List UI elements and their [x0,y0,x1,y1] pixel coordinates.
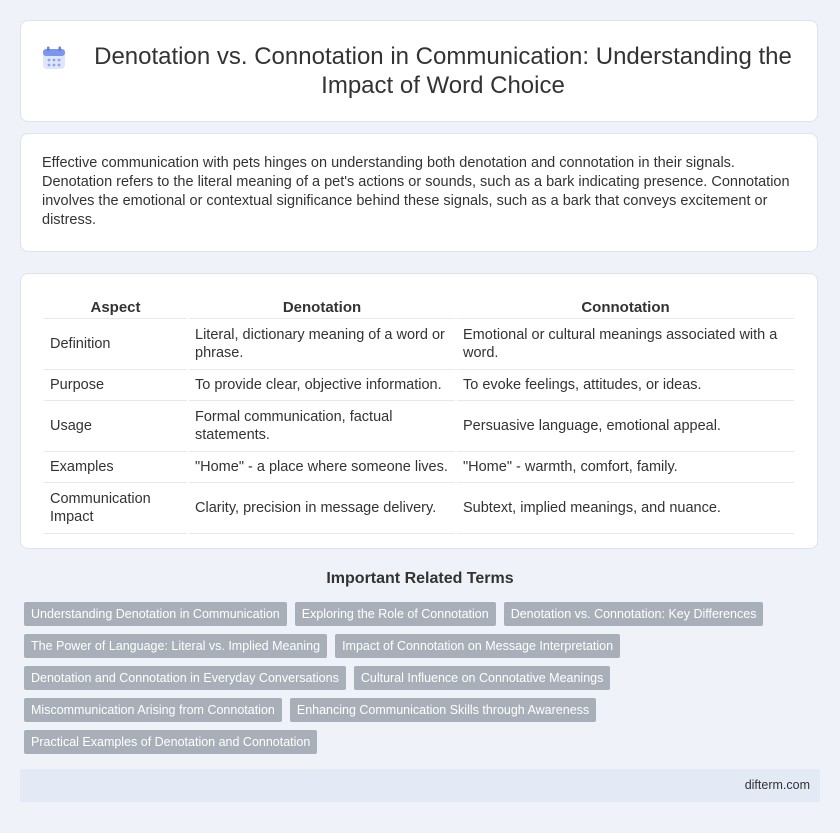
comparison-table [42,294,796,534]
cell-aspect: Communication Impact [44,483,187,534]
column-header-denotation: Denotation [189,294,455,319]
intro-card [20,133,818,252]
cell-aspect: Definition [44,319,187,370]
cell-connotation: Emotional or cultural meanings associated with a word. [457,319,794,370]
table-row [44,370,794,401]
table-row [44,401,794,452]
table-row [44,483,794,534]
cell-aspect: Usage [44,401,187,452]
related-term-tag[interactable]: Enhancing Communication Skills through Awareness [290,698,596,722]
intro-paragraph: Effective communication with pets hinges on understanding both denotation and connotation in their signals. Denotation refers to the literal meaning of a pet's actions or sounds, such as a bark indicating presence. Connotation involves the emotional or contextual significance behind these signals, such as a bark that conveys excitement or distress. [42,155,790,228]
related-terms-heading: Important Related Terms [326,570,514,587]
related-term-tag[interactable]: The Power of Language: Literal vs. Implied Meaning [24,634,327,658]
related-term-tag[interactable]: Impact of Connotation on Message Interpretation [335,634,620,658]
cell-connotation: Persuasive language, emotional appeal. [457,401,794,452]
table-row [44,452,794,483]
related-term-tag[interactable]: Cultural Influence on Connotative Meanings [354,666,611,690]
cell-connotation: Subtext, implied meanings, and nuance. [457,483,794,534]
table-header-row [44,294,794,319]
page-title: Denotation vs. Connotation in Communication: Understanding the Impact of Word Choice [94,43,792,99]
cell-denotation: Formal communication, factual statements. [189,401,455,452]
related-term-tag[interactable]: Denotation vs. Connotation: Key Differences [504,602,764,626]
cell-aspect: Purpose [44,370,187,401]
cell-connotation: "Home" - warmth, comfort, family. [457,452,794,483]
header-card [20,20,818,122]
cell-connotation: To evoke feelings, attitudes, or ideas. [457,370,794,401]
related-term-tag[interactable]: Exploring the Role of Connotation [295,602,496,626]
table-row [44,319,794,370]
cell-denotation: "Home" - a place where someone lives. [189,452,455,483]
related-term-tag[interactable]: Miscommunication Arising from Connotation [24,698,282,722]
related-term-tag[interactable]: Understanding Denotation in Communication [24,602,287,626]
related-term-tag[interactable]: Denotation and Connotation in Everyday Conversations [24,666,346,690]
column-header-connotation: Connotation [457,294,794,319]
related-terms-list [24,602,824,762]
column-header-aspect: Aspect [44,294,187,319]
cell-denotation: Clarity, precision in message delivery. [189,483,455,534]
footer-site-link[interactable]: difterm.com [744,778,810,792]
comparison-table-card [20,273,818,549]
cell-denotation: To provide clear, objective information. [189,370,455,401]
calendar-icon [41,45,67,71]
related-term-tag[interactable]: Practical Examples of Denotation and Connotation [24,730,317,754]
footer [20,769,820,802]
cell-denotation: Literal, dictionary meaning of a word or phrase. [189,319,455,370]
cell-aspect: Examples [44,452,187,483]
